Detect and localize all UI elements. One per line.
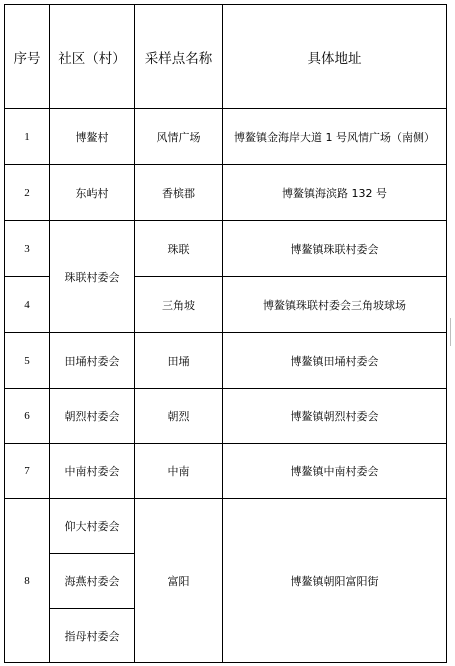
row-community: 仰大村委会 (50, 499, 135, 554)
header-community: 社区（村） (50, 5, 135, 109)
row-community: 中南村委会 (50, 444, 135, 499)
row-no: 5 (5, 333, 50, 389)
row-community: 朝烈村委会 (50, 389, 135, 444)
row-no: 8 (5, 499, 50, 663)
row-address: 博鳌镇中南村委会 (223, 444, 447, 499)
table-row (5, 221, 447, 277)
sampling-sites-table (4, 4, 447, 663)
row-address: 博鳌镇海滨路 132 号 (223, 165, 447, 221)
row-address: 博鳌镇朝阳富阳街 (223, 499, 447, 663)
page-edge-marker (450, 318, 455, 346)
row-site: 中南 (135, 444, 223, 499)
row-address: 博鳌镇金海岸大道 1 号风情广场（南侧） (223, 109, 447, 165)
table-row (5, 444, 447, 499)
table-row (5, 333, 447, 389)
header-address: 具体地址 (223, 5, 447, 109)
row-community: 博鳌村 (50, 109, 135, 165)
row-site: 田埇 (135, 333, 223, 389)
row-community: 田埇村委会 (50, 333, 135, 389)
row-site: 富阳 (135, 499, 223, 663)
row-address: 博鳌镇田埇村委会 (223, 333, 447, 389)
row-address: 博鳌镇珠联村委会三角坡球场 (223, 277, 447, 333)
row-site: 香槟郡 (135, 165, 223, 221)
row-no: 4 (5, 277, 50, 333)
row-site: 朝烈 (135, 389, 223, 444)
table-row (5, 165, 447, 221)
table-row (5, 389, 447, 444)
row-no: 3 (5, 221, 50, 277)
row-address: 博鳌镇朝烈村委会 (223, 389, 447, 444)
header-site: 采样点名称 (135, 5, 223, 109)
row-no: 1 (5, 109, 50, 165)
row-community: 东屿村 (50, 165, 135, 221)
row-site: 珠联 (135, 221, 223, 277)
row-community: 珠联村委会 (50, 221, 135, 333)
table-row (5, 109, 447, 165)
row-no: 2 (5, 165, 50, 221)
header-row (5, 5, 447, 109)
row-no: 7 (5, 444, 50, 499)
table-row (5, 499, 447, 554)
row-site: 三角坡 (135, 277, 223, 333)
row-community: 指母村委会 (50, 609, 135, 663)
row-address: 博鳌镇珠联村委会 (223, 221, 447, 277)
row-community: 海燕村委会 (50, 554, 135, 609)
header-no: 序号 (5, 5, 50, 109)
row-no: 6 (5, 389, 50, 444)
row-site: 风情广场 (135, 109, 223, 165)
